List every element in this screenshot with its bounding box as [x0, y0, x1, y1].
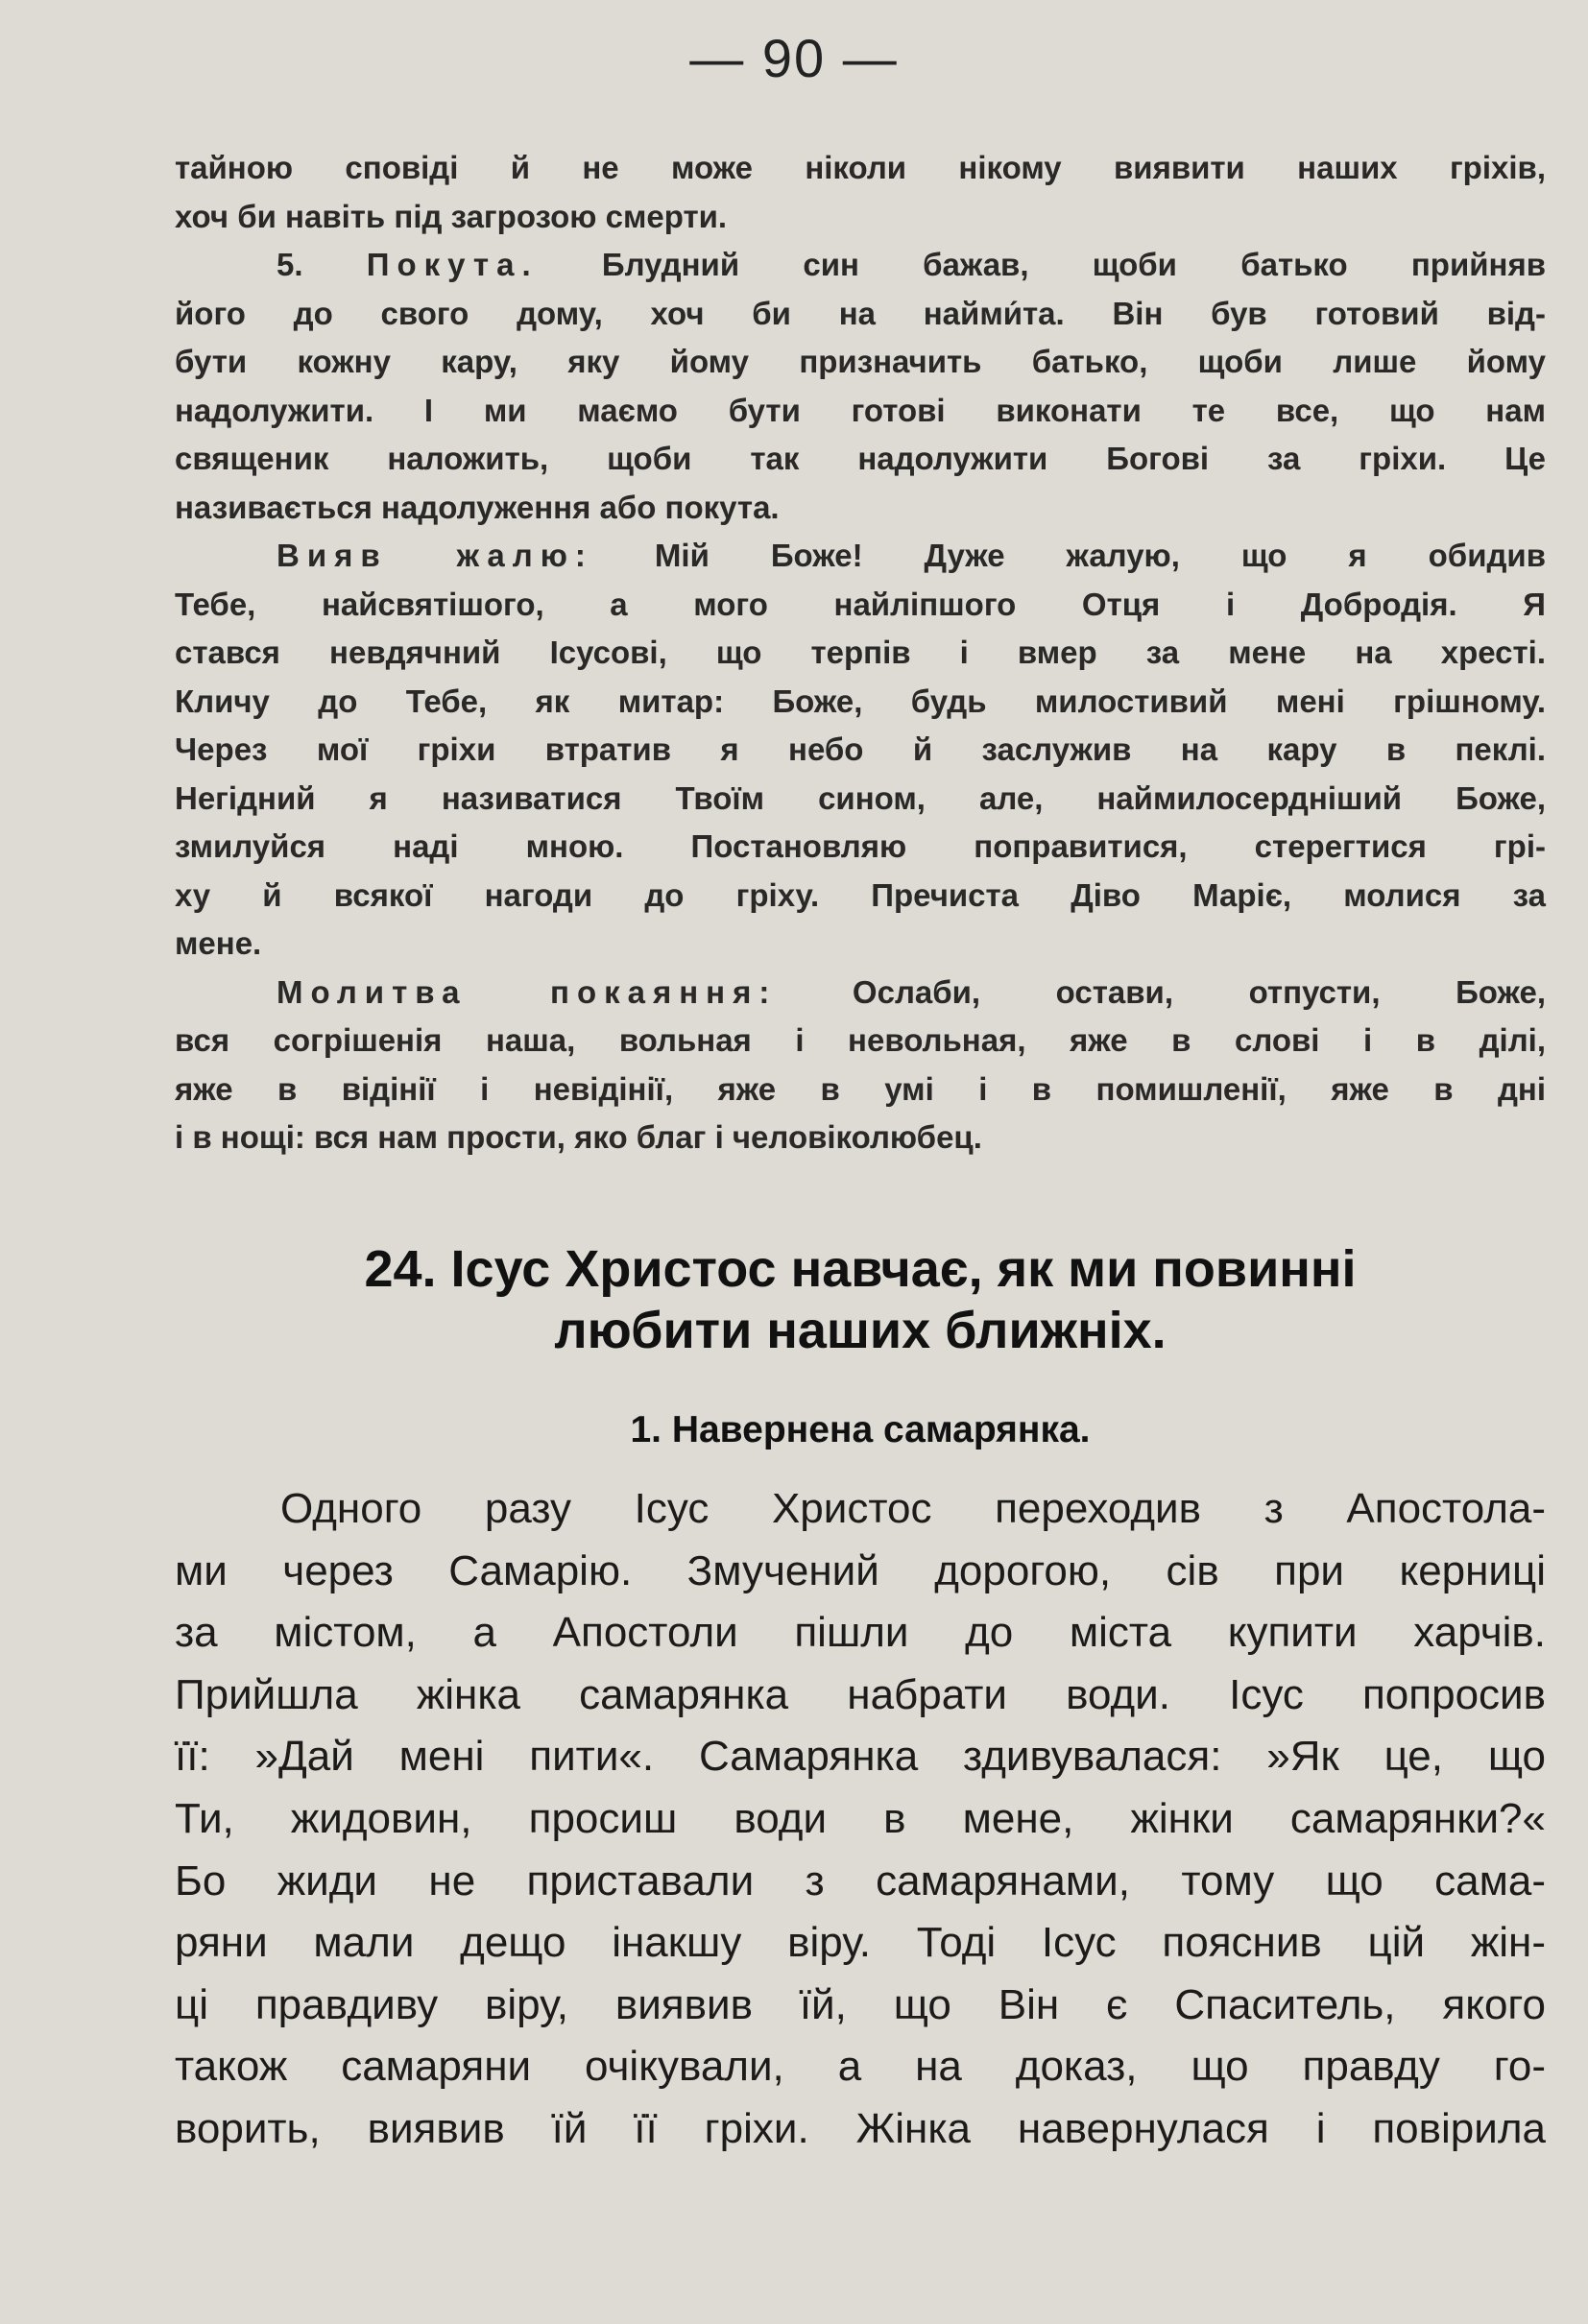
prayer-label: Молитва покаяння: — [277, 973, 778, 1010]
body-line: ворить, виявив їй її гріхи. Жінка навернулася і повірила — [175, 2104, 1546, 2152]
text-line: Ослаби, остави, отпусти, Боже, — [852, 973, 1546, 1010]
body-line: за містом, а Апостоли пішли до міста купити харчів. — [175, 1609, 1546, 1657]
body-line: Ти, жидовин, просиш води в мене, жінки самарянки?« — [175, 1794, 1546, 1842]
text-line: ху й всякої нагоди до гріху. Пречиста Діво Маріє, молися за — [175, 876, 1546, 913]
text-line: надолужити. І ми маємо бути готові виконати те все, що нам — [175, 392, 1546, 428]
body-line: ці правдиву віру, виявив їй, що Він є Спаситель, якого — [175, 1980, 1546, 2028]
penance-paragraph-first-line — [175, 241, 1546, 290]
text-line: його до свого дому, хоч би на найми́та. Він був готовий від- — [175, 295, 1546, 331]
body-line: ми через Самарію. Змучений дорогою, сів при керниці — [175, 1546, 1546, 1594]
text-line: Кличу до Тебе, як митар: Боже, будь милостивий мені грішному. — [175, 683, 1546, 719]
chapter-body — [175, 1478, 1546, 2161]
page-number: — 90 — — [689, 28, 899, 88]
body-line: ряни мали дещо інакшу віру. Тоді Ісус пояснив цій жін- — [175, 1919, 1546, 1967]
body-paragraph — [175, 1478, 1546, 2161]
text-line: змилуйся наді мною. Постановляю поправитися, стерегтися грі- — [175, 828, 1546, 864]
contrition-paragraph-first-line — [175, 532, 1546, 581]
body-line: також самаряни очікували, а на доказ, що правду го- — [175, 2043, 1546, 2091]
contrition-label: Вияв жалю: — [277, 538, 593, 573]
text-line: мене. — [175, 925, 262, 961]
chapter-heading-line: любити наших ближніх. — [554, 1302, 1167, 1359]
text-line: Негідний я називатися Твоїм сином, але, наймилосердніший Боже, — [175, 779, 1546, 816]
penance-label: Покута. — [366, 247, 539, 282]
text-line: вся согрішенія наша, вольная і невольная, яже в слові і в ділі, — [175, 1022, 1546, 1058]
text-line: Тебе, найсвятішого, а мого найліпшого Отця і Добродія. Я — [175, 586, 1546, 622]
penance-number: 5. — [277, 247, 303, 282]
text-line: називається надолуження або покута. — [175, 489, 780, 525]
text-line: Блудний син бажав, щоби батько прийняв — [601, 247, 1547, 282]
body-line: Бо жиди не приставали з самарянами, тому що сама- — [175, 1857, 1546, 1905]
text-line: тайною сповіді й не може ніколи нікому виявити наших гріхів, — [175, 150, 1546, 185]
body-line: Одного разу Ісус Христос переходив з Апостола- — [280, 1485, 1546, 1532]
text-line: Мій Боже! Дуже жалую, що я обидив — [654, 538, 1546, 573]
chapter-heading — [175, 1238, 1546, 1361]
text-line: яже в відінії і невідінії, яже в умі і в помишленії, яже в дні — [175, 1070, 1546, 1107]
prayer-paragraph-first-line — [175, 969, 1546, 1018]
text-line: Через мої гріхи втратив я небо й заслужив на кару в пеклі. — [175, 731, 1546, 767]
text-line: і в нощі: вся нам прости, яко благ і человіколюбец. — [175, 1119, 982, 1155]
upper-section — [175, 144, 1546, 1162]
section-subheading: 1. Навернена самарянка. — [630, 1409, 1091, 1450]
text-line: бути кожну кару, яку йому призначить батько, щоби лише йому — [175, 344, 1546, 379]
body-line: її: »Дай мені пити«. Самарянка здивувалася: »Як це, що — [175, 1733, 1546, 1781]
text-line: хоч би навіть під загрозою смерти. — [175, 198, 728, 234]
text-line: священик наложить, щоби так надолужити Богові за гріхи. Це — [175, 441, 1546, 476]
body-line: Прийшла жінка самарянка набрати води. Ісус попросив — [175, 1670, 1546, 1718]
text-line: стався невдячний Ісусові, що терпів і вмер за мене на хресті. — [175, 635, 1546, 670]
chapter-heading-line: 24. Ісус Христос навчає, як ми повинні — [364, 1240, 1357, 1298]
